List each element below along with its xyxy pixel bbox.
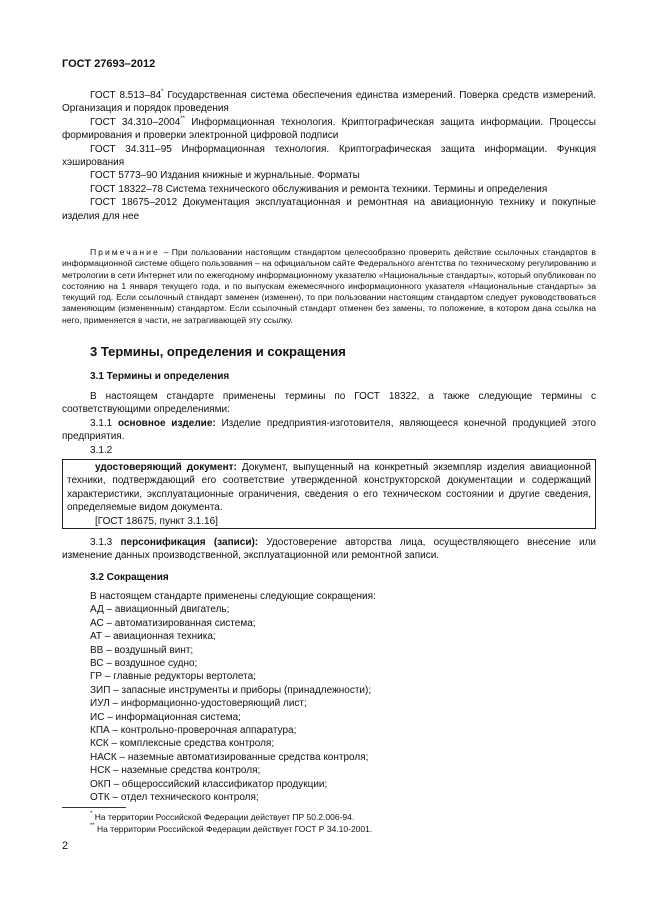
terms-intro: В настоящем стандарте применены термины по ГОСТ 18322, а также следующие термины с соответствующими определениями:	[62, 391, 596, 416]
list-item: ОТК – отдел технического контроля;	[90, 792, 259, 804]
list-item: ВВ – воздушный винт;	[90, 644, 194, 656]
list-item: НСК – наземные средства контроля;	[90, 765, 261, 777]
term-name: основное изделие:	[118, 417, 216, 429]
reference-item: ГОСТ 8.513–84* Государственная система обеспечения единства измерений. Поверка средств измерений. Организация и порядок проведения	[62, 89, 596, 115]
terms-block	[62, 390, 596, 457]
term-source: [ГОСТ 18675, пункт 3.1.16]	[95, 515, 218, 527]
abbreviations-list	[90, 590, 376, 805]
list-item: ВС – воздушное судно;	[90, 658, 198, 670]
list-item: ИУЛ – информационно-удостоверяющий лист;	[90, 698, 307, 710]
list-item: АТ – авиационная техника;	[90, 631, 216, 643]
list-item: ЗИП – запасные инструменты и приборы (принадлежности);	[90, 684, 372, 696]
footnote-1: * На территории Российской Федерации действует ПР 50.2.006-94.	[90, 811, 355, 822]
footnote-divider	[62, 807, 126, 808]
term-3-1-1: 3.1.1 основное изделие: Изделие предприятия-изготовителя, являющееся конечной продукцией этого предприятия.	[62, 417, 596, 443]
footnote-2: ** На территории Российской Федерации действует ГОСТ Р 34.10-2001.	[90, 823, 373, 834]
normative-references-list	[62, 89, 596, 223]
term-3-1-2-number: 3.1.2	[90, 444, 113, 456]
list-item: АС – автоматизированная система;	[90, 617, 256, 629]
list-item: НАСК – наземные автоматизированные средства контроля;	[90, 751, 369, 763]
term-name: персонификация (записи):	[120, 537, 259, 548]
subsection-3-2-title: 3.2 Сокращения	[90, 572, 169, 583]
list-item: ОКП – общероссийский классификатор продукции;	[90, 778, 328, 790]
list-item: ГР – главные редукторы вертолета;	[90, 671, 256, 683]
list-item: КСК – комплексные средства контроля;	[90, 738, 275, 750]
list-item: ИС – информационная система;	[90, 711, 241, 723]
list-item: АД – авиационный двигатель;	[90, 604, 230, 616]
list-item: КПА – контрольно-проверочная аппаратура;	[90, 725, 297, 737]
reference-item: ГОСТ 5773–90 Издания книжные и журнальные. Форматы	[90, 170, 360, 182]
document-code-header: ГОСТ 27693–2012	[62, 58, 156, 70]
section-3-title: 3 Термины, определения и сокращения	[90, 344, 346, 359]
page-number: 2	[62, 840, 69, 852]
note-paragraph	[62, 247, 596, 326]
abbreviations-intro: В настоящем стандарте применены следующие сокращения:	[90, 591, 376, 602]
reference-item: ГОСТ 34.311–95 Информационная технология. Криптографическая защита информации. Функция хэширования	[62, 143, 596, 169]
term-definition: Документ, выпущенный на конкретный экземпляр изделия авиационной техники, подтверждающий его соответствие утвержденной конструкторской документации и содержащий характеристики, эксплуатационные ограничения, сведения о его техническом состоянии и другие сведения, определяемые видом документа.	[67, 462, 591, 514]
term-name: удостоверяющий документ:	[95, 462, 237, 473]
reference-item: ГОСТ 18322–78 Система технического обслуживания и ремонта техники. Термины и определения	[90, 183, 548, 195]
subsection-3-1-title: 3.1 Термины и определения	[90, 371, 230, 382]
term-3-1-3-block	[62, 536, 596, 563]
note-text: – При пользовании настоящим стандартом целесообразно проверить действие ссылочных стандартов в информационной системе общего пользования – на официальном сайте Федерального агентства по техническому регулированию и метрологии в сети Интернет или по ежегодному информационному указателю «Национальные стандарты», который опубликован по состоянию на 1 января текущего года, и по выпускам ежемесячного информационного указателя «Национальные стандарты» за текущий год. Если ссылочный стандарт заменен (изменен), то при пользовании настоящим стандартом следует руководствоваться заменяющим (измененным) стандартом. Если ссылочный стандарт отменен без замены, то положение, в котором дана ссылка на него, применяется в части, не затрагивающей эту ссылку.	[62, 247, 596, 325]
term-3-1-2-box	[62, 459, 596, 529]
reference-item: ГОСТ 34.310–2004** Информационная технология. Криптографическая защита информации. Процессы формирования и проверки электронной цифровой подписи	[62, 115, 596, 142]
reference-item: ГОСТ 18675–2012 Документация эксплуатационная и ремонтная на авиационную технику и покупные изделия для нее	[62, 197, 596, 222]
term-3-1-3: 3.1.3 персонификация (записи): Удостоверение авторства лица, осуществляющего внесение или изменение данных производственной, эксплуатационной или ремонтной записи.	[62, 537, 597, 562]
note-label: Примечание	[90, 247, 160, 257]
